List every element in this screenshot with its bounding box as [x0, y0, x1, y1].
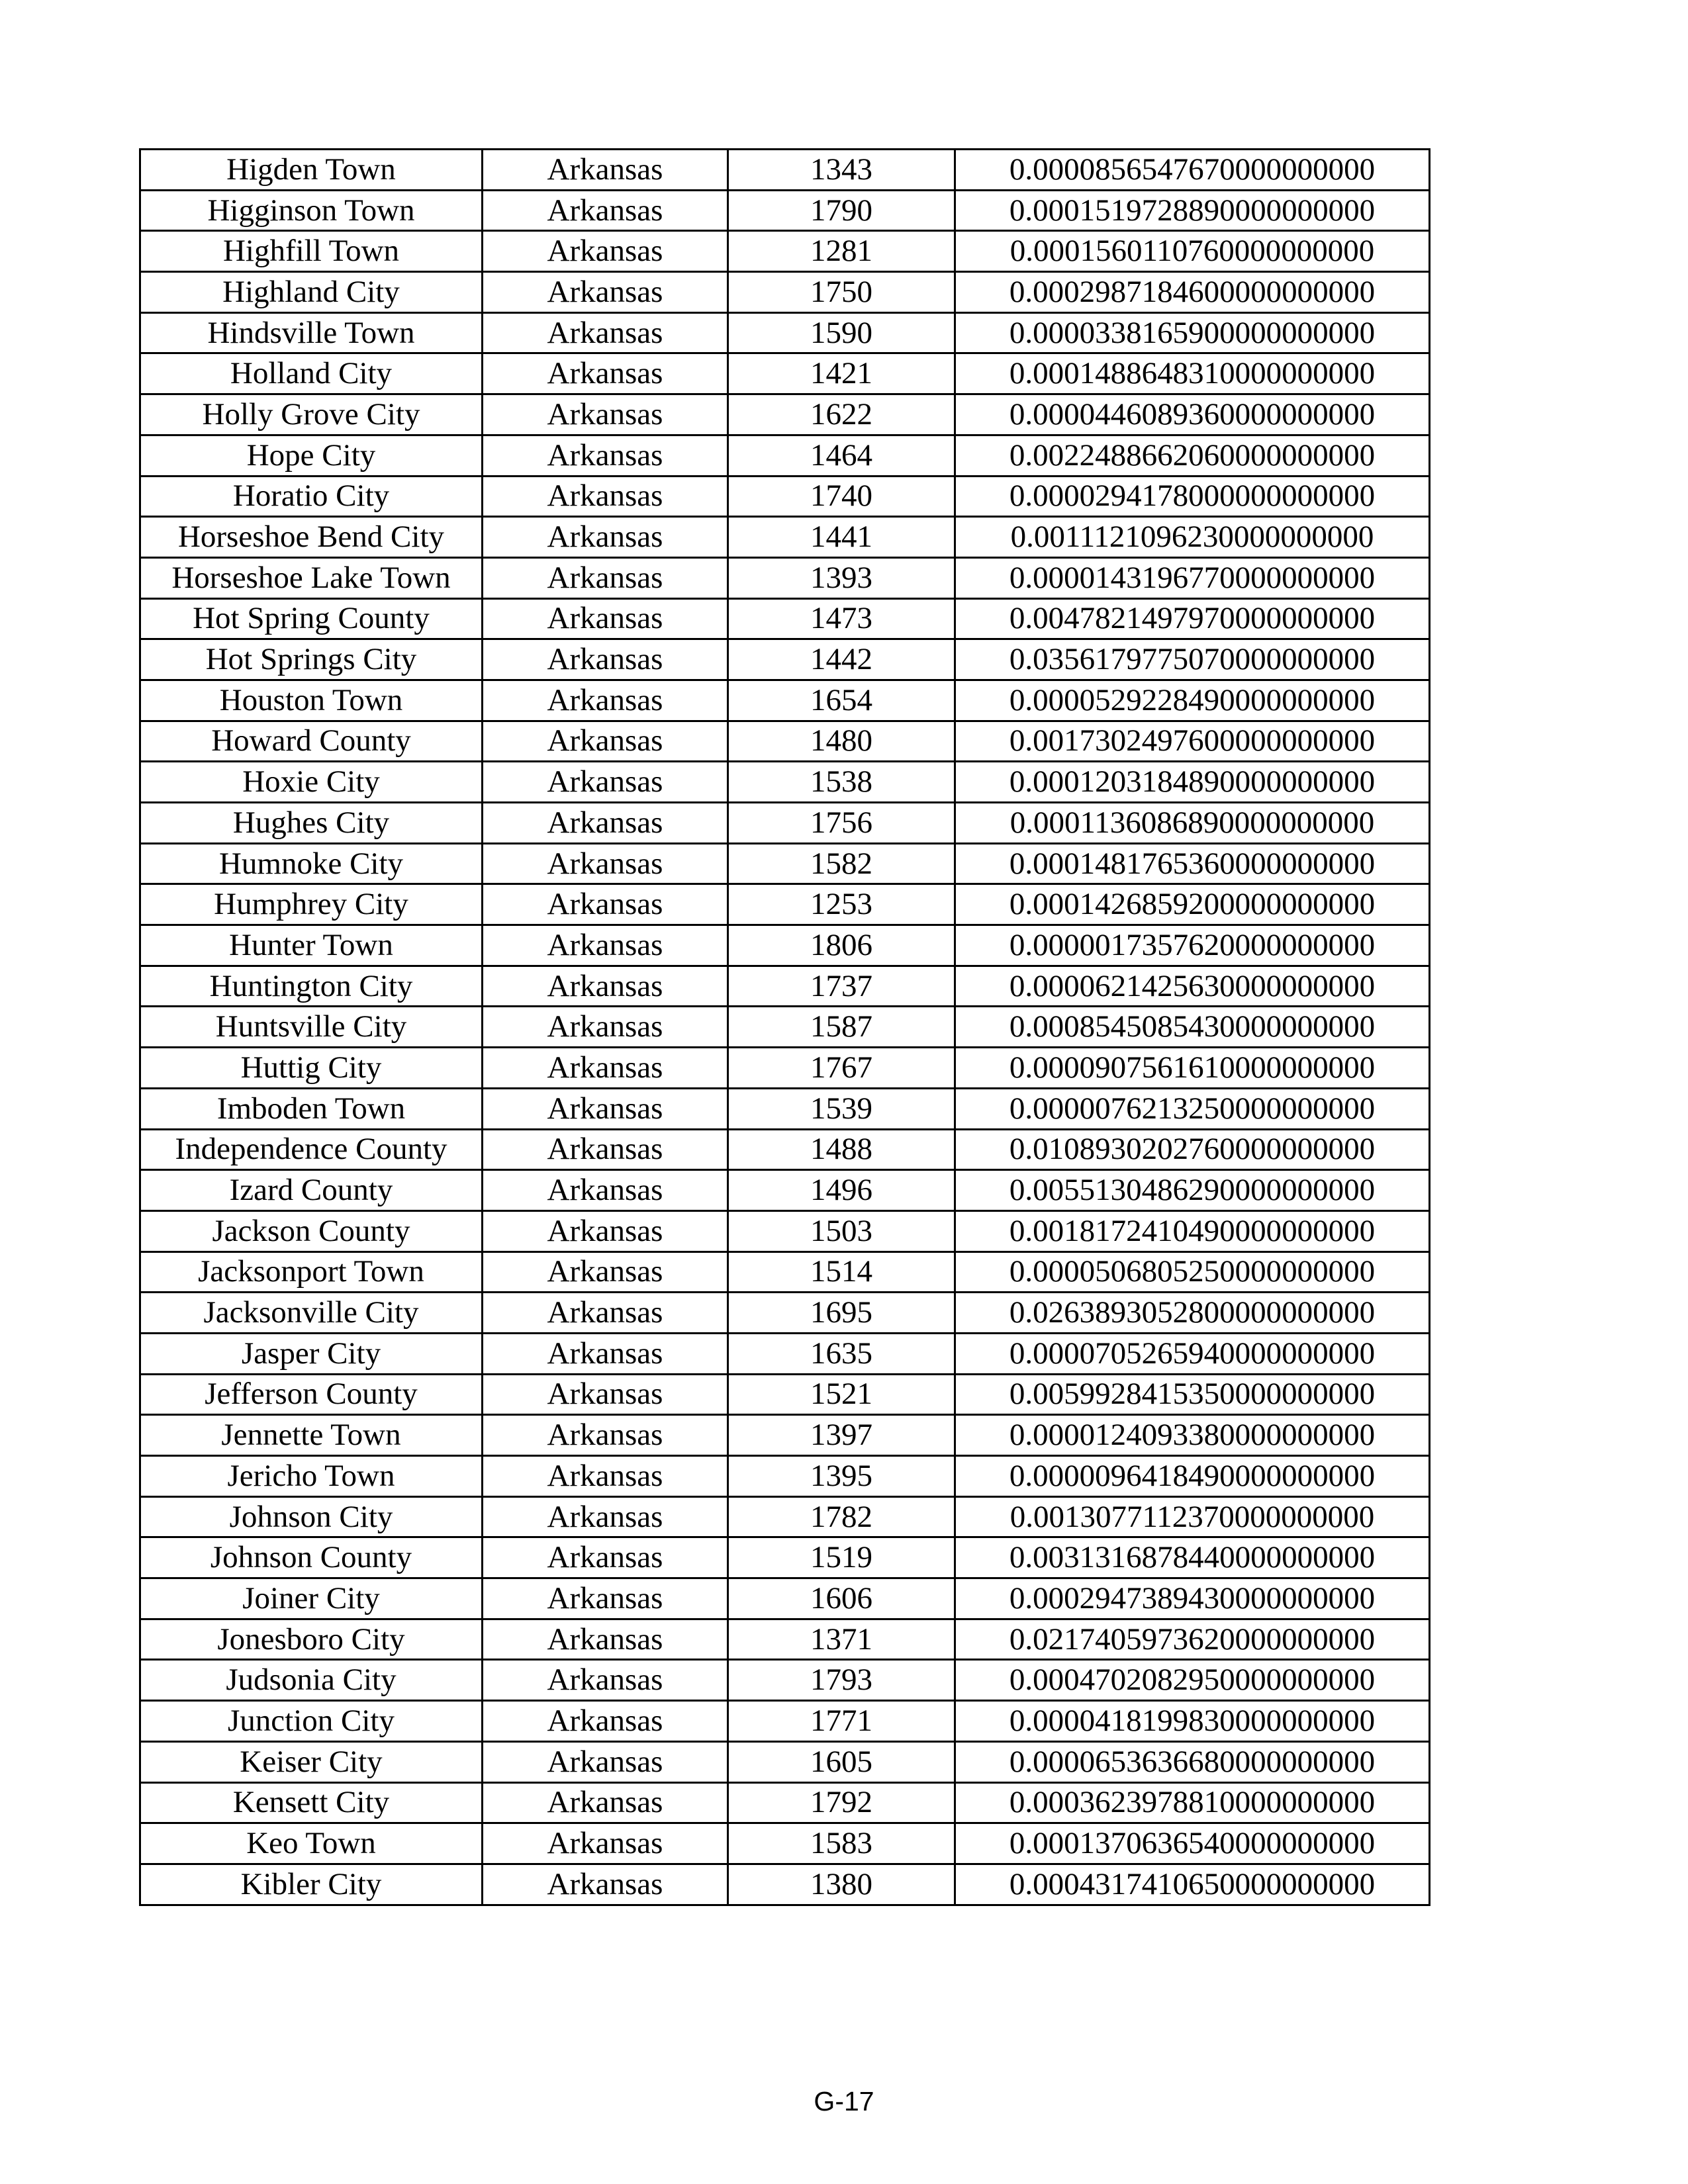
- table-row: [140, 884, 1430, 925]
- table-row: [140, 231, 1430, 272]
- table-row: [140, 1456, 1430, 1497]
- state-cell: Arkansas: [483, 803, 728, 844]
- id-number-cell: 1582: [728, 843, 955, 884]
- table-row: [140, 1741, 1430, 1782]
- municipality-name-cell: Horseshoe Bend City: [140, 517, 483, 558]
- id-number-cell: 1496: [728, 1170, 955, 1211]
- state-cell: Arkansas: [483, 1701, 728, 1742]
- state-cell: Arkansas: [483, 394, 728, 435]
- table-row: [140, 1864, 1430, 1905]
- id-number-cell: 1587: [728, 1007, 955, 1048]
- table-row: [140, 272, 1430, 313]
- municipality-name-cell: Humnoke City: [140, 843, 483, 884]
- state-cell: Arkansas: [483, 1782, 728, 1823]
- municipality-name-cell: Huntington City: [140, 966, 483, 1007]
- municipality-name-cell: Independence County: [140, 1129, 483, 1170]
- table-row: [140, 1374, 1430, 1415]
- table-row: [140, 639, 1430, 680]
- municipality-name-cell: Hoxie City: [140, 762, 483, 803]
- allocation-percentage-cell: 0.0000529228490000000000: [955, 680, 1430, 721]
- allocation-percentage-cell: 0.0017302497600000000000: [955, 721, 1430, 762]
- id-number-cell: 1514: [728, 1251, 955, 1293]
- id-number-cell: 1790: [728, 190, 955, 231]
- state-cell: Arkansas: [483, 1170, 728, 1211]
- municipality-name-cell: Horseshoe Lake Town: [140, 557, 483, 598]
- table-row: [140, 517, 1430, 558]
- allocation-percentage-cell: 0.0217405973620000000000: [955, 1619, 1430, 1660]
- state-cell: Arkansas: [483, 1456, 728, 1497]
- table-row: [140, 721, 1430, 762]
- id-number-cell: 1756: [728, 803, 955, 844]
- allocation-percentage-cell: 0.0000294178000000000000: [955, 476, 1430, 517]
- id-number-cell: 1806: [728, 925, 955, 966]
- municipality-name-cell: Humphrey City: [140, 884, 483, 925]
- municipality-name-cell: Jonesboro City: [140, 1619, 483, 1660]
- municipality-name-cell: Highland City: [140, 272, 483, 313]
- table-row: [140, 476, 1430, 517]
- municipality-name-cell: Hindsville Town: [140, 312, 483, 353]
- table-row: [140, 1619, 1430, 1660]
- allocation-percentage-cell: 0.0000124093380000000000: [955, 1415, 1430, 1456]
- id-number-cell: 1397: [728, 1415, 955, 1456]
- id-number-cell: 1395: [728, 1456, 955, 1497]
- id-number-cell: 1343: [728, 150, 955, 191]
- state-cell: Arkansas: [483, 1660, 728, 1701]
- state-cell: Arkansas: [483, 1251, 728, 1293]
- municipality-name-cell: Johnson City: [140, 1496, 483, 1537]
- allocation-percentage-cell: 0.0059928415350000000000: [955, 1374, 1430, 1415]
- id-number-cell: 1253: [728, 884, 955, 925]
- municipality-name-cell: Hot Spring County: [140, 598, 483, 639]
- allocation-percentage-cell: 0.0000446089360000000000: [955, 394, 1430, 435]
- id-number-cell: 1521: [728, 1374, 955, 1415]
- id-number-cell: 1473: [728, 598, 955, 639]
- table-row: [140, 435, 1430, 476]
- allocation-percentage-cell: 0.0011121096230000000000: [955, 517, 1430, 558]
- id-number-cell: 1793: [728, 1660, 955, 1701]
- state-cell: Arkansas: [483, 272, 728, 313]
- id-number-cell: 1695: [728, 1293, 955, 1334]
- municipality-name-cell: Keiser City: [140, 1741, 483, 1782]
- table-row: [140, 680, 1430, 721]
- id-number-cell: 1393: [728, 557, 955, 598]
- state-cell: Arkansas: [483, 1129, 728, 1170]
- state-cell: Arkansas: [483, 1374, 728, 1415]
- state-cell: Arkansas: [483, 680, 728, 721]
- state-cell: Arkansas: [483, 1048, 728, 1089]
- state-cell: Arkansas: [483, 435, 728, 476]
- allocation-percentage-cell: 0.0013077112370000000000: [955, 1496, 1430, 1537]
- allocation-percentage-cell: 0.0000096418490000000000: [955, 1456, 1430, 1497]
- table-row: [140, 394, 1430, 435]
- table-row: [140, 150, 1430, 191]
- allocation-percentage-cell: 0.0003623978810000000000: [955, 1782, 1430, 1823]
- allocation-percentage-cell: 0.0001370636540000000000: [955, 1823, 1430, 1864]
- state-cell: Arkansas: [483, 925, 728, 966]
- state-cell: Arkansas: [483, 557, 728, 598]
- state-cell: Arkansas: [483, 1741, 728, 1782]
- allocation-percentage-cell: 0.0000653636680000000000: [955, 1741, 1430, 1782]
- allocation-percentage-cell: 0.0001519728890000000000: [955, 190, 1430, 231]
- allocation-percentage-cell: 0.0008545085430000000000: [955, 1007, 1430, 1048]
- municipality-name-cell: Hunter Town: [140, 925, 483, 966]
- state-cell: Arkansas: [483, 762, 728, 803]
- municipality-name-cell: Horatio City: [140, 476, 483, 517]
- table-row: [140, 557, 1430, 598]
- allocation-percentage-cell: 0.0000621425630000000000: [955, 966, 1430, 1007]
- table-row: [140, 843, 1430, 884]
- state-cell: Arkansas: [483, 1333, 728, 1374]
- allocation-percentage-cell: 0.0004702082950000000000: [955, 1660, 1430, 1701]
- table-row: [140, 1170, 1430, 1211]
- state-cell: Arkansas: [483, 1537, 728, 1578]
- state-cell: Arkansas: [483, 884, 728, 925]
- id-number-cell: 1740: [728, 476, 955, 517]
- municipality-name-cell: Hughes City: [140, 803, 483, 844]
- table-row: [140, 1537, 1430, 1578]
- id-number-cell: 1539: [728, 1088, 955, 1129]
- table-row: [140, 1782, 1430, 1823]
- id-number-cell: 1750: [728, 272, 955, 313]
- id-number-cell: 1480: [728, 721, 955, 762]
- table-row: [140, 190, 1430, 231]
- allocation-percentage-cell: 0.0002947389430000000000: [955, 1578, 1430, 1619]
- allocation-percentage-cell: 0.0000506805250000000000: [955, 1251, 1430, 1293]
- state-cell: Arkansas: [483, 843, 728, 884]
- state-cell: Arkansas: [483, 1210, 728, 1251]
- municipality-name-cell: Johnson County: [140, 1537, 483, 1578]
- id-number-cell: 1464: [728, 435, 955, 476]
- table-row: [140, 1823, 1430, 1864]
- table-row: [140, 1048, 1430, 1089]
- allocation-percentage-cell: 0.0356179775070000000000: [955, 639, 1430, 680]
- allocation-percentage-cell: 0.0001203184890000000000: [955, 762, 1430, 803]
- table-body: [140, 150, 1430, 1905]
- municipality-name-cell: Jacksonville City: [140, 1293, 483, 1334]
- municipality-name-cell: Hot Springs City: [140, 639, 483, 680]
- id-number-cell: 1635: [728, 1333, 955, 1374]
- id-number-cell: 1605: [728, 1741, 955, 1782]
- id-number-cell: 1488: [728, 1129, 955, 1170]
- state-cell: Arkansas: [483, 476, 728, 517]
- municipality-name-cell: Huntsville City: [140, 1007, 483, 1048]
- municipality-name-cell: Holland City: [140, 353, 483, 394]
- state-cell: Arkansas: [483, 231, 728, 272]
- id-number-cell: 1503: [728, 1210, 955, 1251]
- state-cell: Arkansas: [483, 1088, 728, 1129]
- table-row: [140, 1129, 1430, 1170]
- table-row: [140, 762, 1430, 803]
- table-row: [140, 598, 1430, 639]
- table-row: [140, 925, 1430, 966]
- table-row: [140, 1293, 1430, 1334]
- allocation-percentage-cell: 0.0000907561610000000000: [955, 1048, 1430, 1089]
- table-row: [140, 1660, 1430, 1701]
- allocation-percentage-cell: 0.0001560110760000000000: [955, 231, 1430, 272]
- state-cell: Arkansas: [483, 353, 728, 394]
- municipality-name-cell: Howard County: [140, 721, 483, 762]
- id-number-cell: 1442: [728, 639, 955, 680]
- allocation-percentage-cell: 0.0047821497970000000000: [955, 598, 1430, 639]
- state-cell: Arkansas: [483, 639, 728, 680]
- id-number-cell: 1654: [728, 680, 955, 721]
- municipality-name-cell: Junction City: [140, 1701, 483, 1742]
- table-row: [140, 353, 1430, 394]
- state-cell: Arkansas: [483, 150, 728, 191]
- state-cell: Arkansas: [483, 1823, 728, 1864]
- id-number-cell: 1441: [728, 517, 955, 558]
- id-number-cell: 1538: [728, 762, 955, 803]
- id-number-cell: 1281: [728, 231, 955, 272]
- municipality-name-cell: Higden Town: [140, 150, 483, 191]
- table-row: [140, 1701, 1430, 1742]
- municipality-name-cell: Jefferson County: [140, 1374, 483, 1415]
- allocation-percentage-cell: 0.0031316878440000000000: [955, 1537, 1430, 1578]
- municipality-name-cell: Hope City: [140, 435, 483, 476]
- id-number-cell: 1622: [728, 394, 955, 435]
- state-cell: Arkansas: [483, 312, 728, 353]
- municipality-name-cell: Huttig City: [140, 1048, 483, 1089]
- municipality-name-cell: Highfill Town: [140, 231, 483, 272]
- state-cell: Arkansas: [483, 1864, 728, 1905]
- allocation-percentage-cell: 0.0000143196770000000000: [955, 557, 1430, 598]
- municipality-name-cell: Higginson Town: [140, 190, 483, 231]
- municipality-name-cell: Izard County: [140, 1170, 483, 1211]
- id-number-cell: 1371: [728, 1619, 955, 1660]
- id-number-cell: 1782: [728, 1496, 955, 1537]
- municipality-name-cell: Kensett City: [140, 1782, 483, 1823]
- allocation-percentage-cell: 0.0018172410490000000000: [955, 1210, 1430, 1251]
- municipality-name-cell: Joiner City: [140, 1578, 483, 1619]
- state-cell: Arkansas: [483, 1415, 728, 1456]
- id-number-cell: 1519: [728, 1537, 955, 1578]
- state-cell: Arkansas: [483, 517, 728, 558]
- allocation-percentage-cell: 0.0004317410650000000000: [955, 1864, 1430, 1905]
- allocation-percentage-cell: 0.0002987184600000000000: [955, 272, 1430, 313]
- allocation-percentage-cell: 0.0000076213250000000000: [955, 1088, 1430, 1129]
- allocation-percentage-cell: 0.0000017357620000000000: [955, 925, 1430, 966]
- municipality-name-cell: Kibler City: [140, 1864, 483, 1905]
- table-row: [140, 1210, 1430, 1251]
- id-number-cell: 1771: [728, 1701, 955, 1742]
- id-number-cell: 1606: [728, 1578, 955, 1619]
- table-row: [140, 1333, 1430, 1374]
- municipality-name-cell: Keo Town: [140, 1823, 483, 1864]
- state-cell: Arkansas: [483, 598, 728, 639]
- table-row: [140, 1088, 1430, 1129]
- state-cell: Arkansas: [483, 1619, 728, 1660]
- municipality-name-cell: Jasper City: [140, 1333, 483, 1374]
- municipality-name-cell: Holly Grove City: [140, 394, 483, 435]
- state-cell: Arkansas: [483, 721, 728, 762]
- id-number-cell: 1767: [728, 1048, 955, 1089]
- state-cell: Arkansas: [483, 1578, 728, 1619]
- allocation-percentage-cell: 0.0001136086890000000000: [955, 803, 1430, 844]
- allocation-table: [139, 148, 1430, 1906]
- allocation-percentage-cell: 0.0001426859200000000000: [955, 884, 1430, 925]
- allocation-percentage-cell: 0.0263893052800000000000: [955, 1293, 1430, 1334]
- state-cell: Arkansas: [483, 190, 728, 231]
- allocation-percentage-cell: 0.0022488662060000000000: [955, 435, 1430, 476]
- id-number-cell: 1583: [728, 1823, 955, 1864]
- municipality-name-cell: Judsonia City: [140, 1660, 483, 1701]
- allocation-percentage-cell: 0.0000705265940000000000: [955, 1333, 1430, 1374]
- state-cell: Arkansas: [483, 966, 728, 1007]
- municipality-name-cell: Jacksonport Town: [140, 1251, 483, 1293]
- page-number: G-17: [814, 2086, 874, 2116]
- municipality-name-cell: Houston Town: [140, 680, 483, 721]
- state-cell: Arkansas: [483, 1496, 728, 1537]
- table-row: [140, 1496, 1430, 1537]
- allocation-percentage-cell: 0.0001481765360000000000: [955, 843, 1430, 884]
- state-cell: Arkansas: [483, 1293, 728, 1334]
- id-number-cell: 1737: [728, 966, 955, 1007]
- id-number-cell: 1380: [728, 1864, 955, 1905]
- allocation-percentage-cell: 0.0001488648310000000000: [955, 353, 1430, 394]
- table-row: [140, 1415, 1430, 1456]
- allocation-percentage-cell: 0.0108930202760000000000: [955, 1129, 1430, 1170]
- table-row: [140, 1251, 1430, 1293]
- municipality-name-cell: Jennette Town: [140, 1415, 483, 1456]
- id-number-cell: 1590: [728, 312, 955, 353]
- table-row: [140, 803, 1430, 844]
- municipality-name-cell: Jericho Town: [140, 1456, 483, 1497]
- id-number-cell: 1421: [728, 353, 955, 394]
- allocation-percentage-cell: 0.0055130486290000000000: [955, 1170, 1430, 1211]
- allocation-percentage-cell: 0.0000418199830000000000: [955, 1701, 1430, 1742]
- allocation-percentage-cell: 0.0000856547670000000000: [955, 150, 1430, 191]
- table-row: [140, 1007, 1430, 1048]
- table-row: [140, 1578, 1430, 1619]
- table-row: [140, 966, 1430, 1007]
- id-number-cell: 1792: [728, 1782, 955, 1823]
- table-row: [140, 312, 1430, 353]
- state-cell: Arkansas: [483, 1007, 728, 1048]
- municipality-name-cell: Imboden Town: [140, 1088, 483, 1129]
- municipality-name-cell: Jackson County: [140, 1210, 483, 1251]
- allocation-percentage-cell: 0.0000338165900000000000: [955, 312, 1430, 353]
